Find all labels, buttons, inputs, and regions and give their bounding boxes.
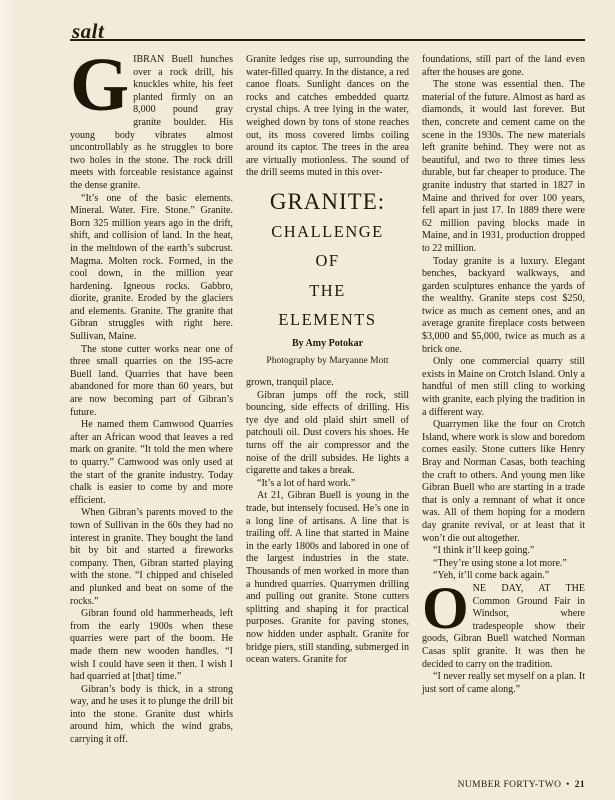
title-line: ELEMENTS xyxy=(278,310,377,330)
paragraph: Only one commercial quarry still exists in Maine on Crotch Island. Only a handful of men still cling to working with granite, each plying the tradition in a different way. xyxy=(422,356,585,418)
column2-paragraphs-before-title xyxy=(246,54,409,180)
paragraph: Granite ledges rise up, surrounding the water-filled quarry. In the distance, a red canoe floats. Sunlight dances on the rocks and catches embedded quartz crystal chips. A tree lying in the water, weighed down by tons of stone reaches out, its moss covered limbs coiling around its captor. The trees in the area are virtually motionless. The sound of the drill seems muted in this over- xyxy=(246,54,409,179)
column3-final-paragraphs xyxy=(422,671,585,696)
issue-number: NUMBER FORTY-TWO xyxy=(457,780,562,790)
column-3 xyxy=(422,54,585,778)
photo-credit: Photography by Maryanne Mott xyxy=(266,355,389,366)
masthead-title: salt xyxy=(72,19,105,43)
column2-paragraphs-after-title xyxy=(246,377,409,667)
paragraph: Gibran jumps off the rock, still bouncing, side effects of drilling. His tye dye and old plaid shirt smell of patchouli oil. Dust covers his shoes. He turns off the air compressor and the noise of the drill subsides. He lights a cigarette and takes a break. xyxy=(246,389,409,477)
article-body xyxy=(70,54,585,778)
page-number: 21 xyxy=(574,780,585,790)
paragraph: “Yeh, it’ll come back again.” xyxy=(433,570,550,582)
masthead xyxy=(70,18,585,44)
paragraph: “It’s one of the basic elements. Mineral. Water. Fire. Stone.” Granite. Born 325 million years ago in the drift, shift, and collision of land. In the heat, in the meltdown of the earth’s subcrust. Magma. Molten rock. Formed, in the cool down, in the million year hardening. Igneous rocks. Gabbro, diorite, granite. Eroded by the glaciers and elements. Granite. The granite that Gibran struggles with right here. Sullivan, Maine. xyxy=(70,192,233,343)
footer-separator: • xyxy=(566,780,570,790)
paragraph: Gibran found old hammerheads, left from the early 1900s when these quarries were part of the boom. He made them new wooden handles. “I wish I could have seen it then. I wish I had quarried at [that] time.” xyxy=(70,608,233,683)
paragraph: Gibran’s body is thick, in a strong way, and he uses it to plunge the drill bit into the stone. Granite dust whirls around him, which the wind grabs, carrying it off. xyxy=(70,683,233,746)
title-line: CHALLENGE xyxy=(271,221,384,241)
paragraph: Today granite is a luxury. Elegant benches, backyard walkways, and garden sculptures enhance the yards of the wealthy. Granite steps cost $250, twice as much as cement ones, and an average granite fireplace costs between $3,000 and $5,000, twice as much as a brick one. xyxy=(422,255,585,355)
paragraph: The stone cutter works near one of three small quarries on the 195-acre Buell land. Quarries that have been abandoned for more than 60 years, but are now becoming part of Gibran’s future. xyxy=(70,343,233,418)
paragraph: foundations, still part of the land even after the houses are gone. xyxy=(422,54,585,78)
paragraph: He named them Camwood Quarries after an African wood that leaves a red mark on granite. “It told the men where to quarry.” Camwood was only used at the start of the granite industry. Today chalk is easier to come by and more efficient. xyxy=(70,419,233,506)
column-1 xyxy=(70,54,233,778)
page-footer xyxy=(458,780,585,790)
column1-paragraphs xyxy=(70,193,233,747)
title-line: THE xyxy=(309,280,346,300)
paragraph: At 21, Gibran Buell is young in the trade, but intensely focused. He’s one in a long line of artisans. A line that is trailing off. A line that started in Maine in the early 1800s and labored in one of the largest industries in the state. Thousands of men worked in more than a hundred quarries. Quarrymen drilling and pulling out granite. Stone cutters splitting and shaping it for practical purposes. Granite for paving stones, now hidden under asphalt. Granite for bridge piers, still standing, submerged in ocean waters. Granite for xyxy=(246,490,409,666)
byline: By Amy Potokar xyxy=(291,337,364,349)
paragraph: Quarrymen like the four on Crotch Island, where work is slow and boredom comes easily. Stone cutters like Henry Bray and Norman Casas, both teaching the craft to others. And young men like Gibran Buell who are starting in a trade that is only a remnant of what it once was. All of them hoping for a modern day granite revival, or at least that it won’t die out altogether. xyxy=(422,419,585,544)
opening-paragraph xyxy=(70,54,233,193)
paragraph: grown, tranquil place. xyxy=(246,377,334,389)
opening-text: IBRAN Buell hunches over a rock drill, his knuckles white, his feet planted firmly on an 8,000 pound gray granite boulder. His young body vibrates almost uncontrollably as he struggles to bore two holes in the stone. The rock drill meets with forceable resistance against the dense granite. xyxy=(70,54,233,191)
paragraph: “It’s a lot of hard work.” xyxy=(257,477,356,489)
paragraph: “I never really set myself on a plan. It just sort of came along.” xyxy=(422,671,585,695)
closing-text: NE DAY, AT THE Common Ground Fair in Windsor, where tradespeople show their goods, Gibran Buell watched Norman Casas split granite. It was then he decided to carry on the tradition. xyxy=(422,582,585,670)
title-line: OF xyxy=(315,251,340,271)
title-block xyxy=(246,188,409,367)
column3-paragraphs xyxy=(422,54,585,583)
dropcap-letter-g: G xyxy=(70,54,130,127)
column-2 xyxy=(246,54,409,778)
dropcap-letter-o: O xyxy=(422,574,469,641)
article-title: GRANITE: xyxy=(269,188,386,214)
paragraph: “They’re using stone a lot more.” xyxy=(433,557,567,569)
paragraph: The stone was essential then. The material of the future. Almost as hard as diamonds, it would last forever. But then, concrete and cement came on the scene in the 1930s. The new materials left granite behind. They were not as beautiful, and two to three times less durable, but far cheaper to produce. The granite industry that started in 1827 in Maine and thrived for over 100 years, fell apart in just 17. In 1889 there were 62 million paving blocks made in Maine, and in 1931, production dropped to 22 million. xyxy=(422,79,585,254)
paragraph: When Gibran’s parents moved to the town of Sullivan in the 60s they had no interest in granite. They bought the land bit by bit and started a fireworks company. Then, Gibran started playing with the stone. “I chipped and chiseled and plunked and beat on some of the rocks.” xyxy=(70,507,233,607)
masthead-rule xyxy=(70,39,585,41)
paragraph: “I think it’ll keep going.” xyxy=(433,545,535,557)
